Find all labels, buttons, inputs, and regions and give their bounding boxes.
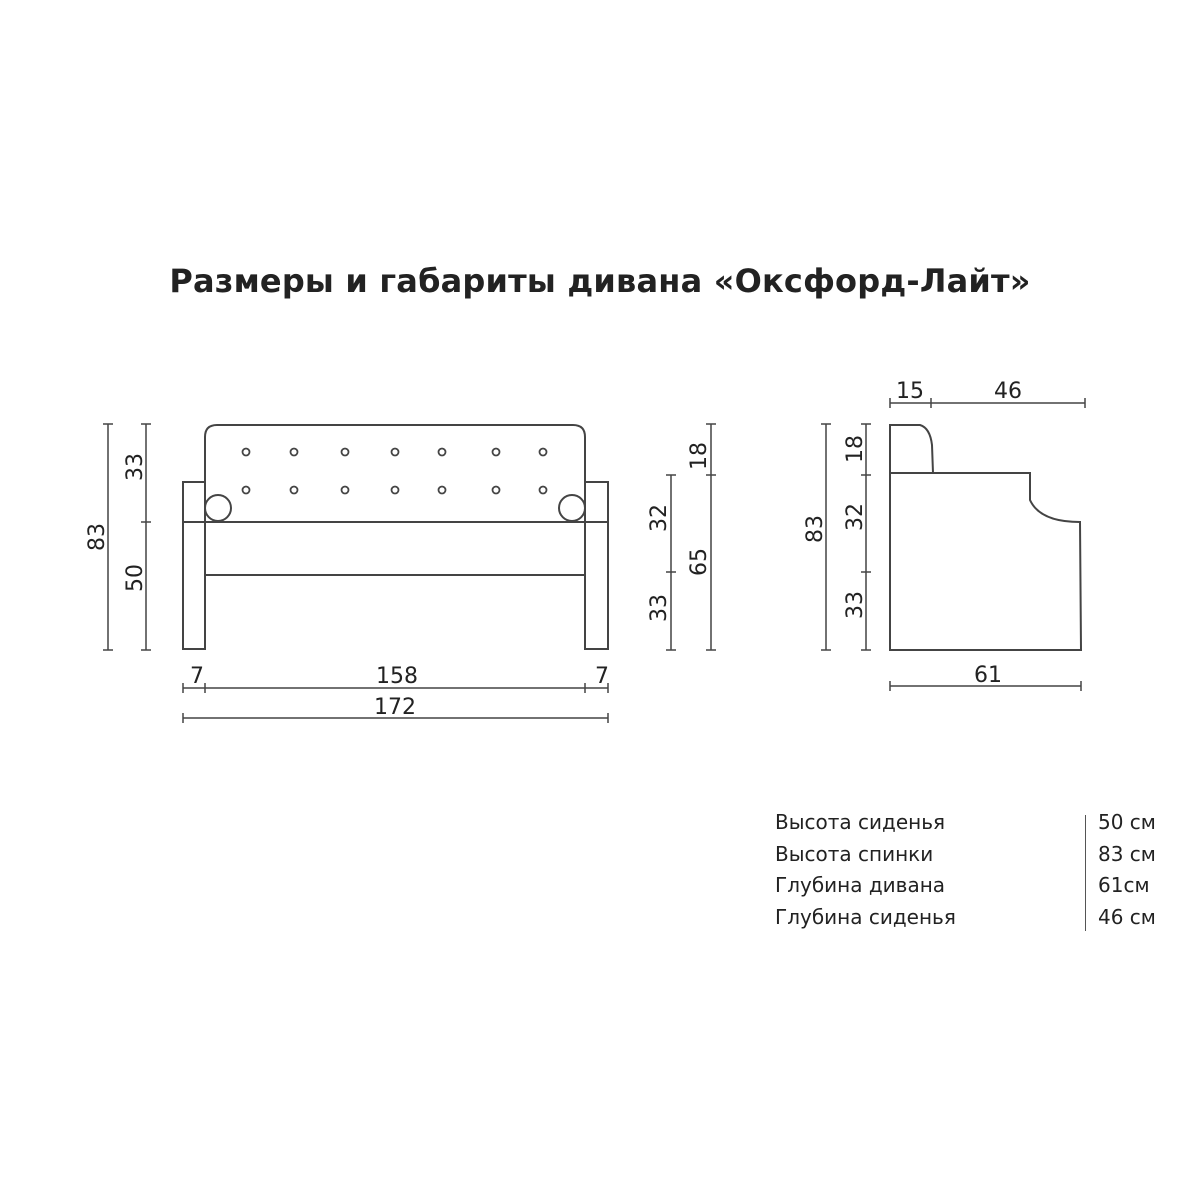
spec-value: 46 см (1098, 904, 1156, 929)
dim-arm-left: 7 (190, 664, 204, 689)
side-profile (890, 425, 1081, 650)
spec-table (775, 810, 1175, 936)
dim-side-cushion-height: 32 (843, 503, 868, 531)
dim-side-base-height: 33 (843, 591, 868, 619)
spec-value: 83 см (1098, 841, 1156, 866)
page-title: Размеры и габариты дивана «Оксфорд-Лайт» (169, 262, 1031, 300)
dim-total-depth: 61 (974, 663, 1002, 688)
dim-top-offset: 18 (687, 442, 712, 470)
dim-side-height-total: 83 (803, 515, 828, 543)
spec-row (775, 842, 1175, 874)
right-bolster (559, 495, 585, 521)
spec-row (775, 873, 1175, 905)
spec-label: Глубина дивана (775, 873, 946, 897)
spec-label: Высота сиденья (775, 810, 946, 834)
dim-total-width: 172 (374, 695, 416, 720)
left-armrest (183, 482, 205, 649)
dim-height-total: 83 (85, 523, 110, 551)
spec-row (775, 905, 1175, 937)
dim-side-top-offset: 18 (843, 435, 868, 463)
front-view-sofa (183, 425, 608, 649)
dim-seat-depth: 46 (994, 379, 1022, 404)
spec-value: 61см (1098, 873, 1150, 897)
spec-row (775, 810, 1175, 842)
dim-inner-width: 158 (376, 664, 418, 689)
right-armrest (585, 482, 608, 649)
dim-cushion-height: 32 (647, 504, 672, 532)
tufting-buttons (243, 449, 547, 494)
dim-arm-right: 7 (595, 664, 609, 689)
backrest-outline (205, 425, 585, 522)
side-view-sofa (890, 425, 1081, 650)
dim-height-65: 65 (687, 548, 712, 576)
spec-value: 50 см (1098, 810, 1156, 834)
spec-divider (1085, 815, 1086, 931)
spec-label: Высота спинки (775, 841, 934, 866)
dim-seat-height: 50 (123, 564, 148, 592)
left-bolster (205, 495, 231, 521)
dim-base-height: 33 (647, 594, 672, 622)
dim-back-height: 33 (123, 453, 148, 481)
spec-label: Глубина сиденья (775, 904, 956, 929)
dim-back-depth: 15 (896, 379, 924, 404)
